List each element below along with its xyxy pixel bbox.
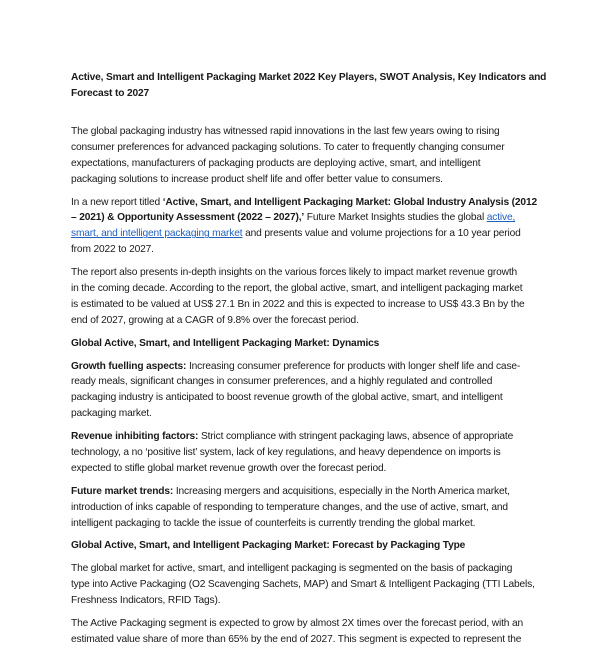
trends-paragraph — [71, 484, 541, 532]
text: In a new report titled — [71, 196, 163, 208]
inhibiting-paragraph — [71, 429, 541, 477]
text-line: The Active Packaging segment is expected to grow by almost 2X times over the forecast period, with an — [71, 618, 524, 630]
text-line: estimated value share of more than 65% by the end of 2027. This segment is expected to represent the — [71, 633, 522, 645]
heading-text: Global Active, Smart, and Intelligent Packaging Market: Dynamics — [71, 337, 380, 349]
text-line: packaging solutions to increase product shelf life and offer better value to consumers. — [71, 173, 443, 185]
text-line: packaging market. — [71, 408, 152, 420]
text: Increasing mergers and acquisitions, especially in the North America market, — [173, 485, 510, 497]
text-line — [71, 484, 541, 500]
text-line: intelligent packaging to tackle the issue of counterfeits is currently trending the global market. — [71, 517, 476, 529]
heading-text: Global Active, Smart, and Intelligent Packaging Market: Forecast by Packaging Type — [71, 540, 466, 552]
text-line — [71, 195, 541, 211]
text-line: ready meals, significant changes in consumer preferences, and a highly regulated and controlled — [71, 376, 493, 388]
growth-paragraph — [71, 359, 541, 423]
report-title-bold: – 2021) & Opportunity Assessment (2022 – 2027),’ — [71, 212, 305, 224]
text-line: consumer preferences for advanced packaging solutions. To cater to frequently changing consumer — [71, 141, 505, 153]
market-link[interactable]: active, — [486, 212, 516, 224]
text-line — [71, 359, 541, 375]
forecast-heading — [71, 538, 541, 554]
growth-label: Growth fuelling aspects: — [71, 360, 187, 372]
text-line: Freshness Indicators, RFID Tags). — [71, 595, 221, 607]
intro-paragraph — [71, 124, 541, 188]
dynamics-heading — [71, 336, 541, 352]
report-paragraph — [71, 195, 541, 259]
text-line: introduction of inks capable of responding to temperature changes, and the use of active, smart, and — [71, 501, 508, 513]
document-title — [71, 70, 547, 102]
inhibiting-label: Revenue inhibiting factors: — [71, 431, 199, 443]
text: Future Market Insights studies the global — [304, 212, 487, 224]
text-line: type into Active Packaging (O2 Scavenging Sachets, MAP) and Smart & Intelligent Packaging (TTI Labels, — [71, 579, 535, 591]
text-line: in the coming decade. According to the report, the global active, smart, and intelligent packaging market — [71, 283, 523, 295]
text: Strict compliance with stringent packaging laws, absence of appropriate — [198, 431, 514, 443]
report-title-bold: ‘Active, Smart, and Intelligent Packaging Market: Global Industry Analysis (2012 — [162, 196, 537, 208]
text-line: packaging industry is anticipated to boost revenue growth of the global active, smart, and intelligent — [71, 392, 503, 404]
segment-paragraph — [71, 561, 541, 609]
text-line: end of 2027, growing at a CAGR of 9.8% over the forecast period. — [71, 314, 359, 326]
trends-label: Future market trends: — [71, 485, 174, 497]
active-packaging-paragraph — [71, 616, 541, 648]
insights-paragraph — [71, 265, 541, 329]
market-link[interactable]: smart, and intelligent packaging market — [71, 228, 243, 240]
text-line: expected to stifle global market revenue growth over the forecast period. — [71, 462, 387, 474]
text-line: The global market for active, smart, and intelligent packaging is segmented on the basis of packaging — [71, 563, 513, 575]
text-line: technology, a no ‘positive list’ system, lack of key regulations, and heavy dependence on imports is — [71, 447, 501, 459]
title-line: Active, Smart and Intelligent Packaging Market 2022 Key Players, SWOT Analysis, Key Indicators and — [71, 72, 547, 83]
text: Increasing consumer preference for products with longer shelf life and case- — [186, 360, 521, 372]
text-line: is estimated to be valued at US$ 27.1 Bn in 2022 and this is expected to increase to US$ 43.3 Bn by the — [71, 298, 525, 310]
text-line: from 2022 to 2027. — [71, 244, 154, 256]
text-line: The report also presents in-depth insights on the various forces likely to impact market revenue growth — [71, 267, 518, 279]
text-line: The global packaging industry has witnessed rapid innovations in the last few years owing to rising — [71, 126, 500, 137]
text-line — [71, 226, 541, 242]
text-line: expectations, manufacturers of packaging products are deploying active, smart, and intelligent — [71, 157, 481, 169]
text: and presents value and volume projections for a 10 year period — [242, 228, 521, 240]
title-line: Forecast to 2027 — [71, 88, 150, 99]
text-line — [71, 210, 541, 226]
text-line — [71, 429, 541, 445]
document-page — [71, 70, 547, 655]
